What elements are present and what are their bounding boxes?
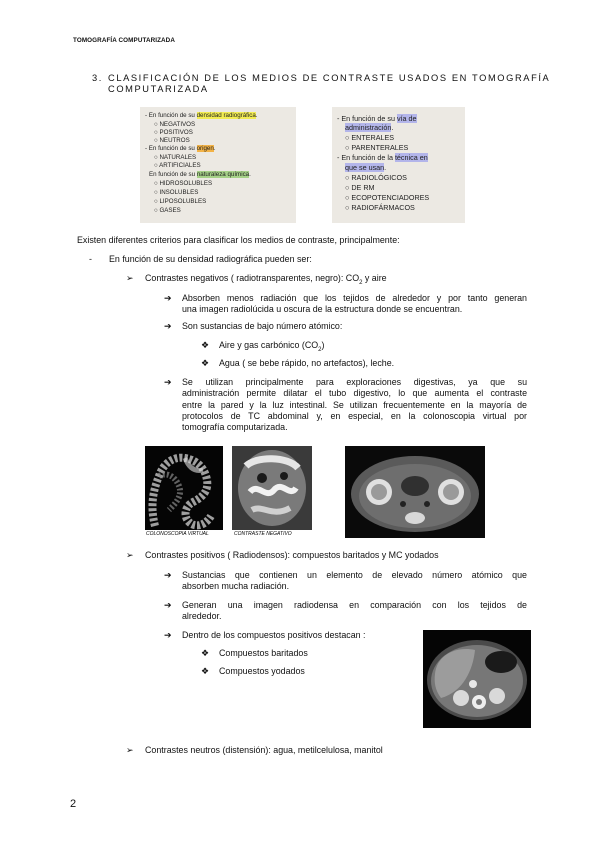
arrow-bullet: ➔ bbox=[164, 321, 172, 331]
negativos-p3-line-3: entre la pared y la luz intestinal. Se utilizan frecuentemente en la mayoría de bbox=[182, 399, 527, 410]
box-left-line-4: ○ NEUTROS bbox=[154, 137, 190, 144]
item-baritados: Compuestos baritados bbox=[219, 648, 308, 658]
arrowhead-bullet: ➢ bbox=[126, 273, 134, 283]
diamond-bullet: ❖ bbox=[201, 648, 209, 658]
dash-bullet: - bbox=[89, 254, 92, 264]
item-yodados: Compuestos yodados bbox=[219, 666, 305, 676]
positivos-p2-line-1: Generan una imagen radiodensa en comparación con los tejidos de bbox=[182, 600, 527, 610]
negativos-paragraph-2: Son sustancias de bajo número atómico: bbox=[182, 321, 343, 331]
arrow-bullet: ➔ bbox=[164, 293, 172, 303]
arrowhead-bullet: ➢ bbox=[126, 550, 134, 560]
box-right-line-3: ○ ENTERALES bbox=[345, 133, 395, 142]
positivos-p2-line-2: alrededor. bbox=[182, 611, 222, 622]
section-title-line-2: COMPUTARIZADA bbox=[108, 84, 209, 94]
arrow-bullet: ➔ bbox=[164, 570, 172, 580]
heading-neutros: Contrastes neutros (distensión): agua, metilcelulosa, manitol bbox=[145, 745, 383, 755]
box-right-line-7: ○ RADIOLÓGICOS bbox=[345, 173, 407, 182]
negativos-p3-line-5: tomografía computarizada. bbox=[182, 422, 288, 433]
negative-contrast-label: CONTRASTE NEGATIVO bbox=[234, 531, 292, 537]
box-right-line-4: ○ PARENTERALES bbox=[345, 143, 409, 152]
negativos-p3-line-2: administración permite dilatar el tubo digestivo, lo que aumenta el contraste bbox=[182, 388, 527, 399]
box-left-line-10: ○ INSOLUBLES bbox=[154, 189, 199, 196]
box-left-line-8: En función de su naturaleza química. bbox=[149, 171, 251, 178]
classification-box-right bbox=[332, 107, 465, 223]
diamond-bullet: ❖ bbox=[201, 358, 209, 368]
arrow-bullet: ➔ bbox=[164, 377, 172, 387]
negativos-p3-line-1: Se utilizan principalmente para exploraciones digestivas, ya que su bbox=[182, 377, 527, 387]
virtual-colonoscopy-image bbox=[145, 446, 223, 538]
abdominal-ct-image bbox=[423, 630, 531, 728]
box-left-line-3: ○ POSITIVOS bbox=[154, 129, 193, 136]
arrow-bullet: ➔ bbox=[164, 630, 172, 640]
positivos-paragraph-2 bbox=[182, 600, 527, 623]
box-right-line-2: administración. bbox=[345, 123, 394, 132]
item-agua: Agua ( se bebe rápido, no artefactos), leche. bbox=[219, 358, 395, 368]
bullet-densidad: En función de su densidad radiográfica pueden ser: bbox=[109, 254, 312, 264]
diamond-bullet: ❖ bbox=[201, 666, 209, 676]
box-right-line-1: - En función de su vía de bbox=[337, 114, 417, 123]
box-left-line-12: ○ GASES bbox=[154, 207, 181, 214]
diamond-bullet: ❖ bbox=[201, 340, 209, 350]
section-title-line-1: CLASIFICACIÓN DE LOS MEDIOS DE CONTRASTE USADOS EN TOMOGRAFÍA bbox=[108, 73, 551, 83]
positivos-p1-line-2: absorben mucha radiación. bbox=[182, 581, 290, 592]
box-left-line-1: - En función de su densidad radiográfica. bbox=[145, 112, 258, 119]
box-right-line-8: ○ DE RM bbox=[345, 183, 375, 192]
positivos-p1-line-1: Sustancias que contienen un elemento de elevado número atómico que bbox=[182, 570, 527, 580]
box-left-line-5: - En función de su origen. bbox=[145, 145, 216, 152]
intro-paragraph: Existen diferentes criterios para clasificar los medios de contraste, principalmente: bbox=[77, 235, 400, 245]
arrowhead-bullet: ➢ bbox=[126, 745, 134, 755]
heading-negativos: Contrastes negativos ( radiotransparentes, negro): $CO_2$ y aire bbox=[145, 273, 387, 286]
virtual-colonoscopy-label: COLONOSCOPIA VIRTUAL bbox=[146, 531, 209, 537]
negativos-p1-line-2: una imagen radiolúcida u oscura de la estructura donde se encuentran. bbox=[182, 304, 463, 315]
negativos-paragraph-1 bbox=[182, 293, 527, 316]
section-number: 3. bbox=[92, 73, 103, 83]
negativos-p1-line-1: Absorben menos radiación que los tejidos de alrededor y por tanto generan bbox=[182, 293, 527, 303]
box-left-line-2: ○ NEGATIVOS bbox=[154, 121, 196, 128]
positivos-paragraph-3: Dentro de los compuestos positivos destacan : bbox=[182, 630, 366, 640]
running-header: TOMOGRAFÍA COMPUTARIZADA bbox=[73, 37, 175, 44]
positivos-paragraph-1 bbox=[182, 570, 527, 593]
box-left-line-6: ○ NATURALES bbox=[154, 154, 197, 161]
negativos-p3-line-4: protocolos de TC abdominal y, en especial, en la colonoscopia virtual por bbox=[182, 410, 527, 421]
box-right-line-5: - En función de la técnica en bbox=[337, 153, 428, 162]
negativos-paragraph-3 bbox=[182, 377, 527, 433]
box-right-line-6: que se usan. bbox=[345, 163, 387, 172]
box-right-line-10: ○ RADIOFÁRMACOS bbox=[345, 203, 415, 212]
page-number: 2 bbox=[70, 798, 77, 810]
item-aire-gas: Aire y gas carbónico $(CO_2)$ bbox=[219, 340, 325, 353]
box-left-line-7: ○ ARTIFICIALES bbox=[154, 162, 201, 169]
pelvis-ct-image bbox=[345, 446, 485, 538]
classification-box-left bbox=[140, 107, 296, 223]
heading-positivos: Contrastes positivos ( Radiodensos): compuestos baritados y MC yodados bbox=[145, 550, 439, 560]
box-left-line-9: ○ HIDROSOLUBLES bbox=[154, 180, 213, 187]
arrow-bullet: ➔ bbox=[164, 600, 172, 610]
negative-contrast-image bbox=[232, 446, 312, 538]
box-right-line-9: ○ ECOPOTENCIADORES bbox=[345, 193, 430, 202]
box-left-line-11: ○ LIPOSOLUBLES bbox=[154, 198, 207, 205]
